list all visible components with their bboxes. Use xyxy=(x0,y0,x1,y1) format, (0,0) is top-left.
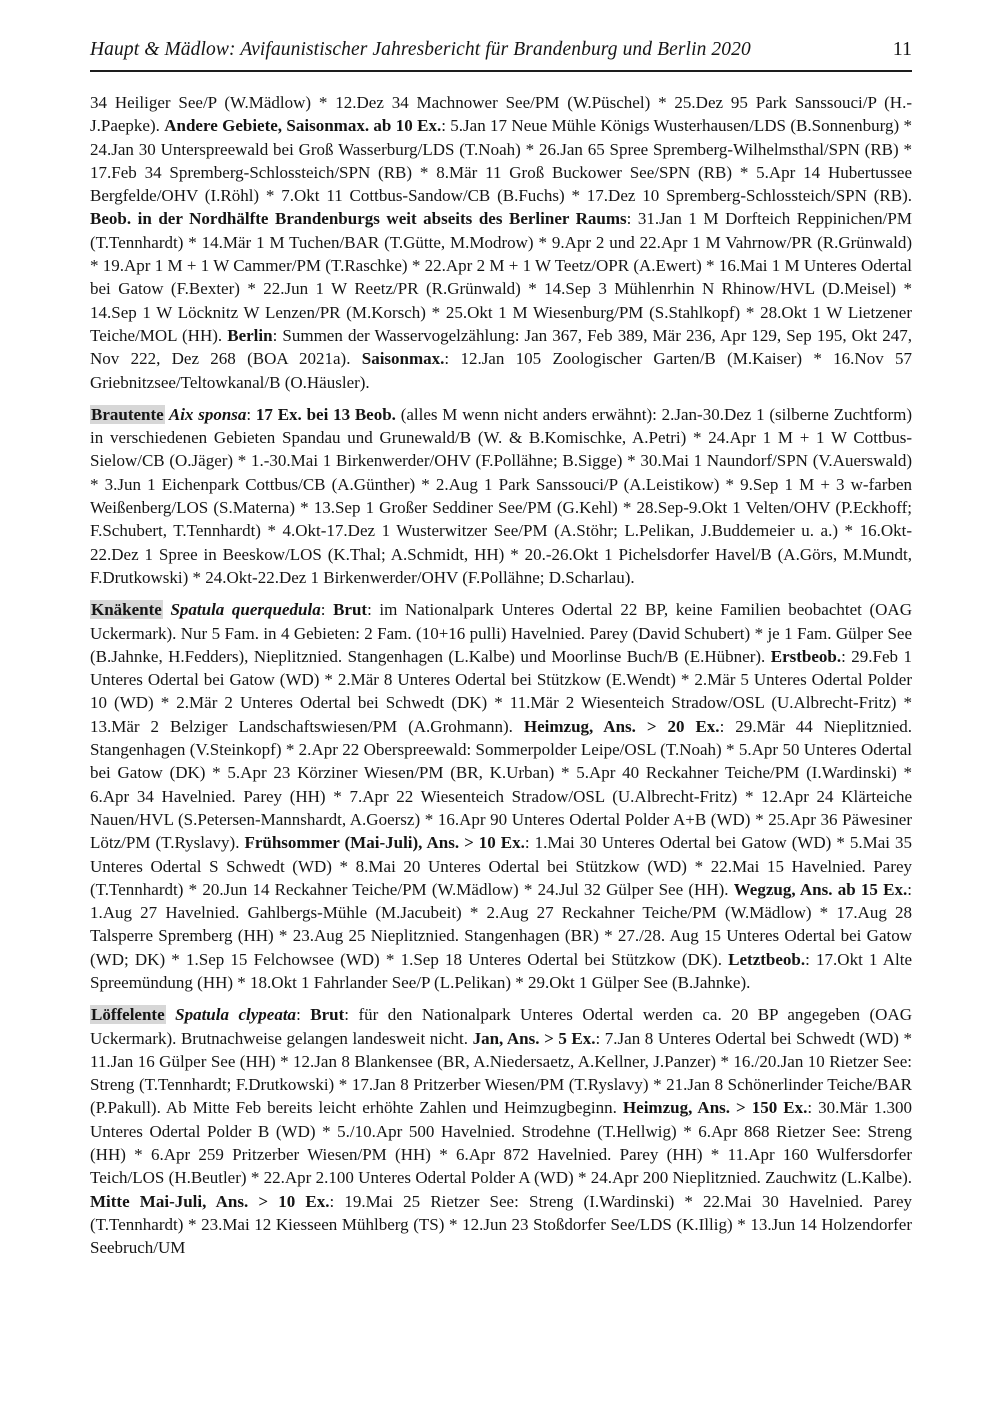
text-run: : 29.Feb 1 Unteres Odertal bei Gatow (WD) * 2.Mär 8 Unteres Odertal bei Stützkow (E.Wendt) * 2.Mär 5 Unteres Odertal Polder 10 (WD) * 2.Mär 2 Unteres Odertal bei Schwedt (DK) * 11.Mär 2 Wiesenteich Stradow/OSL (U.Albrecht-Fritz) * 13.Mär 2 Belziger Landschaftswiesen/PM (A.Grohmann). xyxy=(90,646,912,736)
bold-section-label: Mitte Mai-Juli, Ans. > 10 Ex. xyxy=(90,1191,330,1211)
text-run: : 19.Mai 25 Rietzer See: Streng (I.Wardinski) * 22.Mai 30 Havelnied. Parey (T.Tennhardt) * 23.Mai 12 Kiesseen Mühlberg (TS) * 12.Jun 23 Stoßdorfer See/LDS (K.Illig) * 13.Jun 14 Holzendorfer Seebruch/UM xyxy=(90,1191,912,1258)
bold-section-label: Saisonmax. xyxy=(361,349,445,369)
bold-section-label: Erstbeob. xyxy=(770,646,842,666)
bold-section-label: Brut xyxy=(310,1005,345,1025)
bold-section-label: Heimzug, Ans. > 150 Ex. xyxy=(622,1098,808,1118)
text-run: : 17.Okt 1 Alte Spreemündung (HH) * 18.Okt 1 Fahrlander See/P (L.Pelikan) * 29.Okt 1 Gülper See (B.Jahnke). xyxy=(90,949,913,992)
bold-section-label: Andere Gebiete, Saisonmax. ab 10 Ex. xyxy=(164,116,442,136)
species-name: Brautente xyxy=(91,404,164,424)
document-body xyxy=(90,91,912,1260)
text-run: : 12.Jan 105 Zoologischer Garten/B (M.Kaiser) * 16.Nov 57 Griebnitzsee/Teltowkanal/B (O.Häusler). xyxy=(90,349,913,392)
text-run: 34 Heiliger See/P (W.Mädlow) * 12.Dez 34 Machnower See/PM (W.Püschel) * 25.Dez 95 Park Sanssouci/P (H.-J.Paepke). xyxy=(90,93,912,136)
text-run: : im Nationalpark Unteres Odertal 22 BP, keine Familien beobachtet (OAG Uckermark). Nur 5 Fam. in 4 Gebieten: 2 Fam. (10+16 pulli) Havelnied. Parey (David Schubert) * je 1 Fam. Gülper See (B.Jahnke, H.Fedders), Nieplitznied. Stangenhagen (L.Kalbe) und Moorlinse Buch/B (E.Hübner). xyxy=(90,600,912,666)
bold-section-label: Heimzug, Ans. > 20 Ex. xyxy=(523,716,720,736)
paragraph-brautente xyxy=(90,403,912,589)
bold-section-label: Beob. in der Nordhälfte Brandenburgs weit abseits des Berliner Raums xyxy=(90,209,627,229)
species-name: Löffelente xyxy=(91,1005,165,1025)
species-name: Knäkente xyxy=(91,600,162,620)
text-run: : Summen der Wasservogelzählung: Jan 367, Feb 389, Mär 236, Apr 129, Sep 195, Okt 247, Nov 222, Dez 268 (BOA 2021a). xyxy=(90,325,912,369)
bold-section-label: 17 Ex. bei 13 Beob. xyxy=(255,404,396,424)
scientific-name: Aix sponsa xyxy=(164,404,247,424)
text-run: : 31.Jan 1 M Dorfteich Reppinichen/PM (T.Tennhardt) * 14.Mär 1 M Tuchen/BAR (T.Gütte, M.Modrow) * 9.Apr 2 und 22.Apr 1 M Vahrnow/PR (R.Grünwald) * 19.Apr 1 M + 1 W Cammer/PM (T.Raschke) * 22.Apr 2 M + 1 W Teetz/OPR (A.Ewert) * 16.Mai 1 M Unteres Odertal bei Gatow (F.Bexter) * 22.Jun 1 W Reetz/PR (R.Grünwald) * 14.Sep 3 Mühlenrhin N Rhinow/HVL (D.Meisel) * 14.Sep 1 W Löcknitz W Lenzen/PR (M.Korsch) * 25.Okt 1 M Wiesenburg/PM (S.Stahlkopf) * 28.Okt 1 W Lietzener Teiche/MOL (HH). xyxy=(90,209,912,345)
scientific-name: Spatula querquedula xyxy=(162,600,321,620)
bold-section-label: Brut xyxy=(333,600,368,620)
text-run: : 1.Mai 30 Unteres Odertal bei Gatow (WD) * 5.Mai 35 Unteres Odertal S Schwedt (WD) * 8.Mai 20 Unteres Odertal bei Stützkow (WD) * 22.Mai 15 Havelnied. Parey (T.Tennhardt) * 20.Jun 14 Reckahner Teiche/PM (W.Mädlow) * 24.Jul 32 Gülper See (HH). xyxy=(90,833,912,899)
text-run: : xyxy=(246,404,256,424)
bold-section-label: Berlin xyxy=(227,325,273,345)
text-run: : xyxy=(320,600,334,620)
text-run: : 5.Jan 17 Neue Mühle Königs Wusterhausen/LDS (B.Sonnenburg) * 24.Jan 30 Unterspreewald bei Groß Wasserburg/LDS (T.Noah) * 26.Jan 65 Spree Spremberg-Wilhelmsthal/SPN (RB) * 17.Feb 34 Spremberg-Schlossteich/SPN (RB) * 8.Mär 11 Groß Buckower See/SPN (RB) * 5.Apr 14 Hubertussee Bergfelde/OHV (I.Röhl) * 7.Okt 11 Cottbus-Sandow/CB (B.Fuchs) * 17.Dez 10 Spremberg-Schlossteich/SPN (RB). xyxy=(90,116,912,206)
paragraph-knaekente xyxy=(90,598,912,994)
running-title: Haupt & Mädlow: Avifaunistischer Jahresbericht für Brandenburg und Berlin 2020 xyxy=(90,39,751,60)
paragraph-continuation xyxy=(90,91,912,394)
page-number: 11 xyxy=(892,38,912,60)
bold-section-label: Wegzug, Ans. ab 15 Ex. xyxy=(733,879,908,899)
text-run: : 1.Aug 27 Havelnied. Gahlbergs-Mühle (M.Jacubeit) * 2.Aug 27 Reckahner Teiche/PM (W.Mädlow) * 17.Aug 28 Talsperre Spremberg (HH) * 23.Aug 25 Nieplitznied. Stangenhagen (BR) * 27./28. Aug 15 Unteres Odertal bei Gatow (WD; DK) * 1.Sep 15 Felchowsee (WD) * 1.Sep 18 Unteres Odertal bei Stützkow (DK). xyxy=(90,879,912,969)
scientific-name: Spatula clypeata xyxy=(165,1005,297,1025)
text-run: : 30.Mär 1.300 Unteres Odertal Polder B (WD) * 5./10.Apr 500 Havelnied. Strodehne (T.Hellwig) * 6.Apr 868 Rietzer See: Streng (HH) * 6.Apr 259 Pritzerber Wiesen/PM (HH) * 6.Apr 872 Havelnied. Parey (HH) * 11.Apr 160 Wulfersdorfer Teich/LOS (H.Beutler) * 22.Apr 2.100 Unteres Odertal Polder A (WD) * 24.Apr 200 Nieplitznied. Zauchwitz (L.Kalbe). xyxy=(90,1098,913,1188)
text-run: : xyxy=(296,1005,311,1025)
bold-section-label: Jan, Ans. > 5 Ex. xyxy=(472,1028,596,1048)
bold-section-label: Letztbeob. xyxy=(728,949,806,969)
text-run: : 7.Jan 8 Unteres Odertal bei Schwedt (WD) * 11.Jan 16 Gülper See (HH) * 12.Jan 8 Blankensee (BR, A.Niedersaetz, A.Kellner, J.Panzer) * 16./20.Jan 10 Rietzer See: Streng (T.Tennhardt; F.Drutkowski) * 17.Jan 8 Pritzerber Wiesen/PM (T.Ryslavy) * 21.Jan 8 Schönerlinder Teiche/BAR (P.Pakull). Ab Mitte Feb bereits leicht erhöhte Zahlen und Heimzugbeginn. xyxy=(90,1028,913,1118)
text-run: : 29.Mär 44 Nieplitznied. Stangenhagen (V.Steinkopf) * 2.Apr 22 Oberspreewald: Sommerpolder Leipe/OSL (T.Noah) * 5.Apr 50 Unteres Odertal bei Gatow (DK) * 5.Apr 23 Körziner Wiesen/PM (BR, K.Urban) * 5.Apr 40 Reckahner Teiche/PM (I.Wardinski) * 6.Apr 34 Havelnied. Parey (HH) * 7.Apr 22 Wiesenteich Stradow/OSL (U.Albrecht-Fritz) * 12.Apr 24 Klärteiche Nauen/HVL (S.Petersen-Mannshardt, A.Goersz) * 16.Apr 90 Unteres Odertal Polder A+B (WD) * 25.Apr 36 Päwesiner Lötz/PM (T.Ryslavy). xyxy=(90,716,913,853)
text-run: (alles M wenn nicht anders erwähnt): 2.Jan-30.Dez 1 (silberne Zuchtform) in verschiedenen Gebieten Spandau und Grunewald/B (W. & B.Komischke, A.Petri) * 24.Apr 1 M + 1 W Cottbus-Sielow/CB (O.Jäger) * 1.-30.Mai 1 Birkenwerder/OHV (F.Pollähne; B.Sigge) * 30.Mai 1 Naundorf/SPN (V.Auerswald) * 3.Jun 1 Eichenpark Cottbus/CB (A.Günther) * 2.Aug 1 Park Sanssouci/P (A.Leistikow) * 9.Sep 1 M + 3 w-farben Weißenberg/LOS (S.Materna) * 13.Sep 1 Großer Seddiner See/PM (G.Kehl) * 28.Sep-9.Okt 1 Velten/OHV (P.Eckhoff; F.Schubert, T.Tennhardt) * 4.Okt-17.Dez 1 Wusterwitzer See/PM (A.Stöhr; L.Pelikan, J.Buddemeier u. a.) * 16.Okt-22.Dez 1 Spree in Beeskow/LOS (K.Thal; A.Schmidt, HH) * 20.-26.Okt 1 Pichelsdorfer Havel/B (A.Görs, M.Mundt, F.Drutkowski) * 24.Okt-22.Dez 1 Birkenwerder/OHV (F.Pollähne; D.Scharlau). xyxy=(90,404,912,587)
page-header xyxy=(90,38,912,72)
text-run: : für den Nationalpark Unteres Odertal werden ca. 20 BP angegeben (OAG Uckermark). Brutnachweise gelangen landesweit nicht. xyxy=(90,1005,912,1048)
paragraph-loeffelente xyxy=(90,1003,912,1259)
bold-section-label: Frühsommer (Mai-Juli), Ans. > 10 Ex. xyxy=(244,833,525,853)
